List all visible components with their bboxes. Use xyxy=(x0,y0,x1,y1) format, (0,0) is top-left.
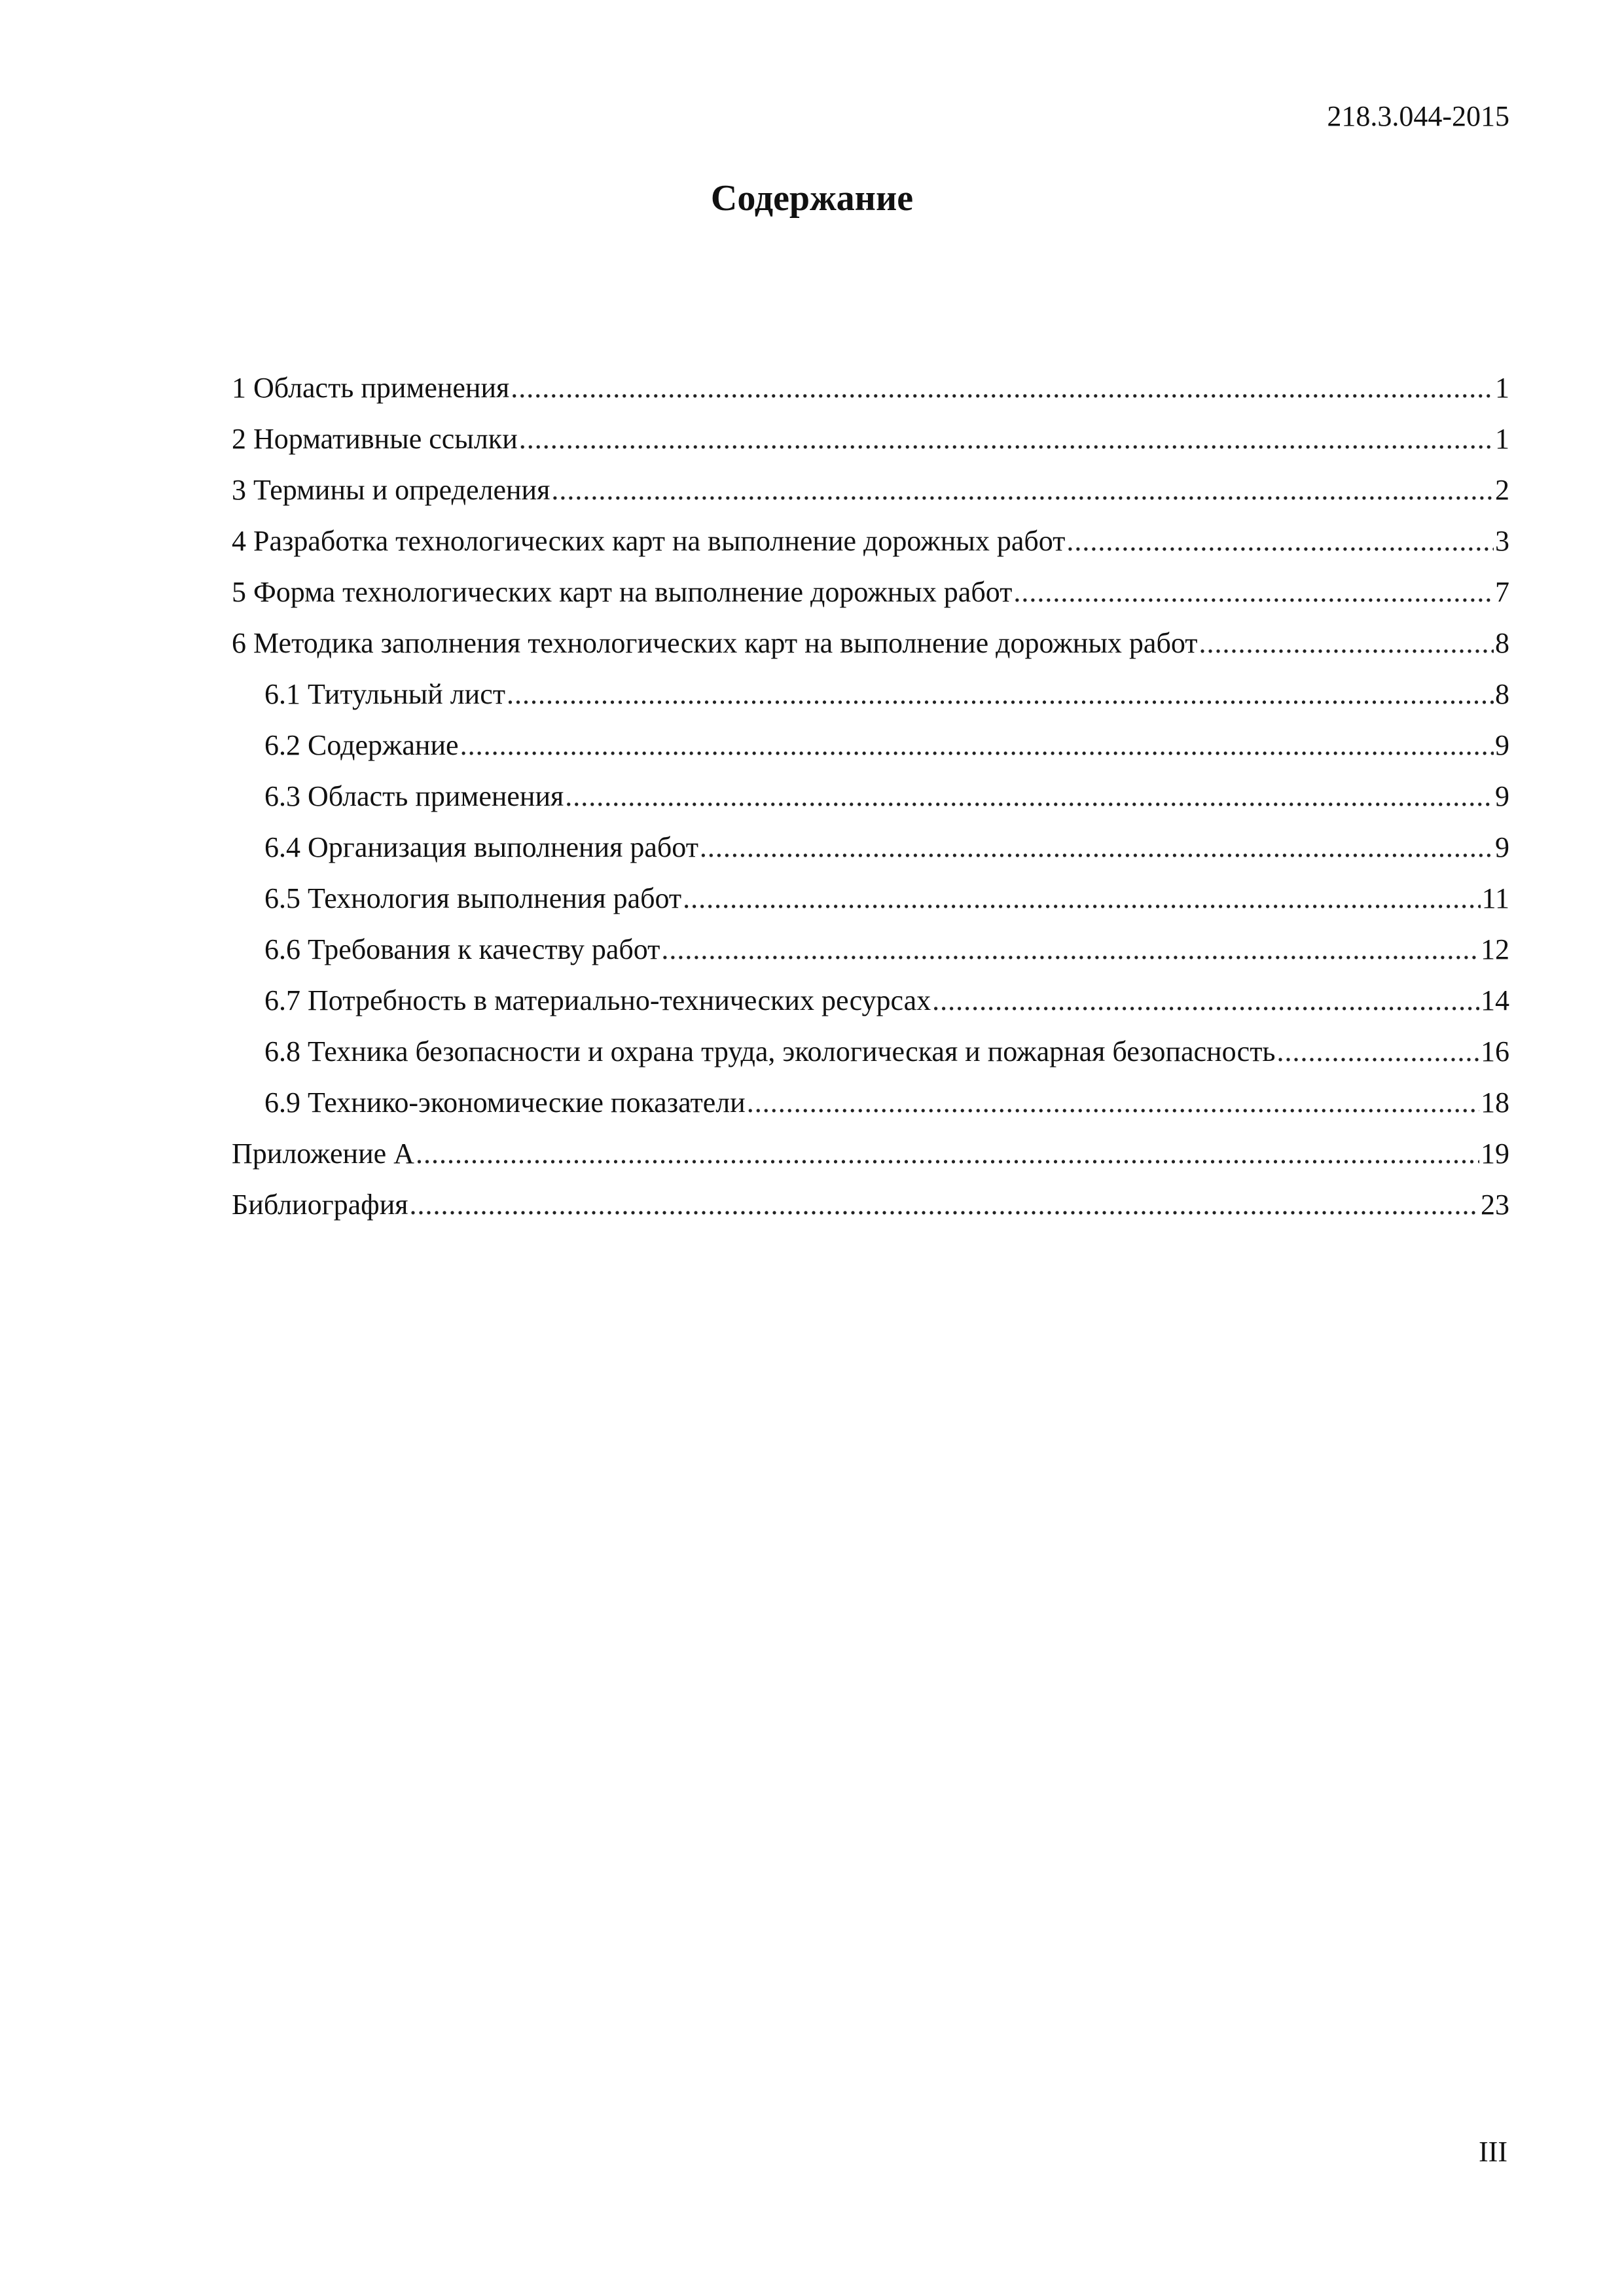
toc-entry-label: 6.7 Потребность в материально-технических ресурсах xyxy=(264,984,931,1016)
toc-entry-page: 23 xyxy=(1481,1189,1509,1221)
toc-dot-leader xyxy=(519,420,1494,459)
toc-entry-page: 11 xyxy=(1481,882,1509,914)
toc-entry[interactable] xyxy=(232,573,1509,624)
page-title: Содержание xyxy=(710,178,914,219)
toc-entry-label: 6.3 Область применения xyxy=(264,780,564,812)
toc-entry-label: 6 Методика заполнения технологических карт на выполнение дорожных работ xyxy=(232,627,1198,659)
toc-subentry[interactable] xyxy=(232,981,1509,1032)
toc-subentry[interactable] xyxy=(232,726,1509,777)
toc-dot-leader xyxy=(409,1185,1479,1225)
toc-entry[interactable] xyxy=(232,368,1509,420)
toc-dot-leader xyxy=(747,1083,1479,1122)
toc-dot-leader xyxy=(661,930,1479,969)
toc-dot-leader xyxy=(511,368,1494,408)
toc-entry-label: 6.5 Технология выполнения работ xyxy=(264,882,682,914)
toc-entry-label: 3 Термины и определения xyxy=(232,474,550,506)
toc-subentry[interactable] xyxy=(232,879,1509,930)
toc-subentry[interactable] xyxy=(232,777,1509,828)
toc-subentry[interactable] xyxy=(232,828,1509,879)
toc-dot-leader xyxy=(1199,624,1494,663)
toc-subentry[interactable] xyxy=(232,675,1509,726)
toc-entry-label: Библиография xyxy=(232,1189,408,1221)
toc-dot-leader xyxy=(1013,573,1494,612)
toc-entry-page: 8 xyxy=(1495,627,1509,659)
toc-dot-leader xyxy=(1277,1032,1480,1071)
toc-subentry[interactable] xyxy=(232,930,1509,981)
toc-dot-leader xyxy=(507,675,1494,714)
toc-entry-page: 18 xyxy=(1481,1086,1509,1119)
toc-dot-leader xyxy=(460,726,1494,765)
document-code: 218.3.044-2015 xyxy=(1327,100,1509,132)
toc-entry-page: 14 xyxy=(1481,984,1509,1016)
toc-dot-leader xyxy=(565,777,1494,816)
toc-entry-label: 4 Разработка технологических карт на выполнение дорожных работ xyxy=(232,525,1066,557)
toc-dot-leader xyxy=(416,1134,1479,1174)
toc-dot-leader xyxy=(683,879,1480,918)
toc-entry-page: 9 xyxy=(1495,729,1509,761)
toc-entry[interactable] xyxy=(232,1134,1509,1185)
toc-entry-label: 5 Форма технологических карт на выполнение дорожных работ xyxy=(232,576,1013,608)
toc-entry-label: 2 Нормативные ссылки xyxy=(232,423,518,455)
toc-entry-page: 16 xyxy=(1481,1035,1509,1067)
toc-entry-label: 6.4 Организация выполнения работ xyxy=(264,831,698,863)
toc-entry-page: 3 xyxy=(1495,525,1509,557)
toc-entry-label: 6.1 Титульный лист xyxy=(264,678,505,710)
toc-entry[interactable] xyxy=(232,420,1509,471)
toc-entry-label: 6.6 Требования к качеству работ xyxy=(264,933,660,965)
toc-entry-label: 6.9 Технико-экономические показатели xyxy=(264,1086,746,1119)
toc-entry-page: 8 xyxy=(1495,678,1509,710)
toc-dot-leader xyxy=(551,471,1494,510)
toc-dot-leader xyxy=(932,981,1479,1020)
toc-entry-page: 1 xyxy=(1495,423,1509,455)
toc-entry-page: 2 xyxy=(1495,474,1509,506)
toc-entry-label: 6.8 Техника безопасности и охрана труда, экологическая и пожарная безопасность xyxy=(264,1035,1276,1067)
toc-subentry[interactable] xyxy=(232,1032,1509,1083)
toc-entry-page: 9 xyxy=(1495,780,1509,812)
toc-dot-leader xyxy=(1066,522,1494,561)
toc-entry-page: 12 xyxy=(1481,933,1509,965)
toc-entry-page: 1 xyxy=(1495,372,1509,404)
toc-entry-page: 19 xyxy=(1481,1138,1509,1170)
toc-entry[interactable] xyxy=(232,1185,1509,1236)
toc-entry-label: 1 Область применения xyxy=(232,372,510,404)
toc-entry-page: 7 xyxy=(1495,576,1509,608)
toc-entry-label: Приложение А xyxy=(232,1138,414,1170)
toc-entry[interactable] xyxy=(232,624,1509,675)
toc-entry-page: 9 xyxy=(1495,831,1509,863)
table-of-contents xyxy=(232,368,1509,1236)
toc-entry[interactable] xyxy=(232,471,1509,522)
toc-entry-label: 6.2 Содержание xyxy=(264,729,459,761)
toc-entry[interactable] xyxy=(232,522,1509,573)
toc-subentry[interactable] xyxy=(232,1083,1509,1134)
page-number: III xyxy=(1479,2136,1507,2168)
toc-dot-leader xyxy=(700,828,1494,867)
